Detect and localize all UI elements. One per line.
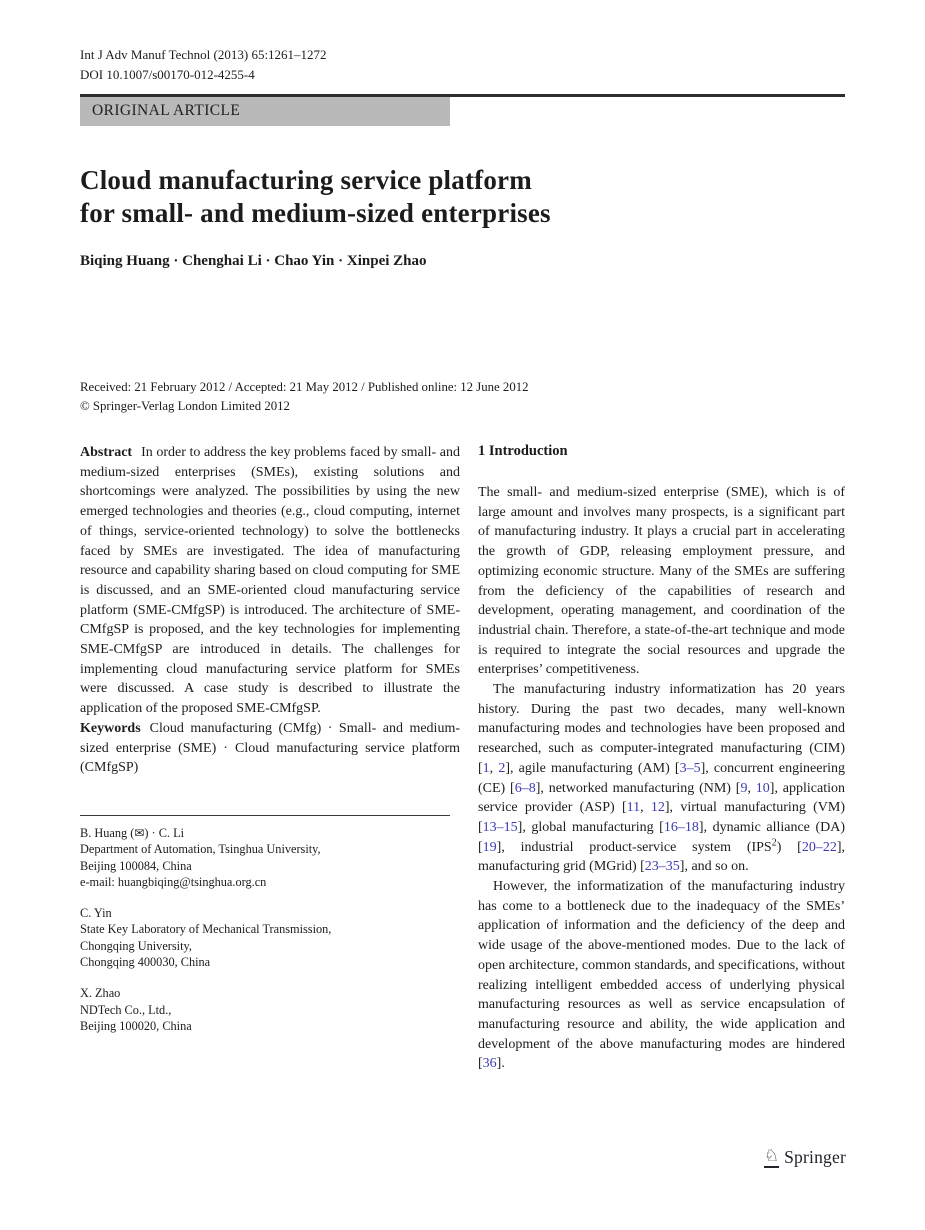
text-run: ,	[640, 800, 651, 816]
citation-ref[interactable]: 1	[482, 760, 490, 776]
correspondence-block	[80, 905, 460, 970]
text-run: The manufacturing industry informatization has 20 years history. During the past two decades, many well-known manufacturing modes and technologies have been proposed and researched, such as computer-integrated manufacturing (CIM) [	[478, 682, 845, 776]
article-type-badge: ORIGINAL ARTICLE	[80, 97, 450, 126]
citation-ref[interactable]: 9	[740, 780, 748, 796]
affiliation-line: State Key Laboratory of Mechanical Transmission,	[80, 922, 332, 937]
correspondence-note	[80, 815, 460, 1034]
affiliation-line: Beijing 100084, China	[80, 858, 192, 873]
citation-ref[interactable]: 3–5	[679, 760, 701, 776]
text-run: ], networked manufacturing (NM) [	[535, 780, 741, 796]
correspondence-block	[80, 825, 460, 890]
paper-title-line2: for small- and medium-sized enterprises	[80, 198, 551, 228]
citation-ref[interactable]: 12	[650, 800, 665, 816]
superscript: 2	[771, 837, 777, 848]
affiliation-line: Chongqing University,	[80, 938, 192, 953]
text-run: ], virtual manufacturing (VM) [	[478, 800, 845, 835]
introduction-paragraph-1: The small- and medium-sized enterprise (SME), which is of large amount and involves many prospects, is a significant part of manufacturing industry. It plays a crucial part in accelerating the growth of GDP, releasing employment pressure, and optimizing economic structure. Many of the SMEs are suffering from the deficiency of the capabilities of research and development, operating management, and coordination of the industrial chain. Therefore, a state-of-the-art technique and mode is required to integrate the social resources and upgrade the enterprises’ competitiveness.	[478, 485, 845, 678]
paper-title-line1: Cloud manufacturing service platform	[80, 165, 532, 195]
text-run: However, the informatization of the manufacturing industry has come to a bottleneck due to the inadequacy of the SMEs’ application of information and the deficiency of the deep and wide usage of the above-mentioned modes. Due to the lack of open architecture, common standards, and specifications, without realizing intelligent embedded access of underlying physical manufacturing resources as well as service encapsulation of manufacturing resource and ability, the wide application and development of the above manufacturing modes are hindered [	[478, 879, 845, 1072]
citation-ref[interactable]: 11	[626, 800, 641, 816]
introduction-paragraph-2	[478, 680, 845, 877]
citation-ref[interactable]: 2	[498, 760, 506, 776]
text-run: ], agile manufacturing (AM) [	[505, 760, 680, 776]
author-name-line: X. Zhao	[80, 986, 121, 1001]
abstract-paragraph	[80, 443, 460, 719]
citation-ref[interactable]: 23–35	[644, 859, 680, 875]
envelope-icon: ✉	[134, 825, 145, 840]
publication-meta	[80, 378, 845, 416]
doi-line: DOI 10.1007/s00170-012-4255-4	[80, 67, 255, 82]
keywords-text: Cloud manufacturing (CMfg) · Small- and medium-sized enterprise (SME) · Cloud manufacturing service platform (CMfgSP)	[80, 720, 460, 776]
springer-logo	[764, 1147, 846, 1168]
text-run: ], application service provider (ASP) [	[478, 780, 845, 816]
citation-ref[interactable]: 13–15	[482, 819, 518, 835]
text-run: B. Huang (	[80, 825, 135, 840]
text-run: ], and so on.	[679, 859, 749, 875]
text-run: ) · C. Li	[144, 825, 184, 840]
springer-wordmark: Springer	[784, 1147, 846, 1167]
section-heading-introduction: 1 Introduction	[478, 443, 568, 459]
keywords-label: Keywords	[80, 720, 141, 736]
paper-title	[80, 164, 845, 230]
citation-ref[interactable]: 20–22	[801, 839, 837, 855]
affiliation-line: NDTech Co., Ltd.,	[80, 1002, 172, 1017]
affiliation-line: Beijing 100020, China	[80, 1018, 192, 1033]
springer-knight-icon: ♘	[763, 1145, 780, 1166]
received-accepted-line: Received: 21 February 2012 / Accepted: 21 May 2012 / Published online: 12 June 2012	[80, 380, 529, 394]
text-run: ,	[747, 780, 756, 796]
author-name-line: C. Yin	[80, 906, 112, 921]
affiliation-line: Department of Automation, Tsinghua University,	[80, 842, 321, 857]
text-run: ], global manufacturing [	[517, 819, 664, 835]
abstract-text: In order to address the key problems faced by small- and medium-sized enterprises (SMEs), existing solutions and shortcomings were analyzed. The possibilities by using the new emerged technologies and theories (e.g., cloud computing, internet of things, service-oriented technology) to solve the bottlenecks faced by SMEs are investigated. The idea of manufacturing resource and capability sharing based on cloud computing for SME is discussed, and an SME-oriented cloud manufacturing service platform (SME-CMfgSP) is introduced. The architecture of SME-CMfgSP is proposed, and the key technologies for implementing SME-CMfgSP are introduced in details. The challenges for implementing cloud manufacturing service platform for SMEs were discussed. A case study is described to illustrate the application of the proposed SME-CMfgSP.	[80, 445, 460, 717]
citation-ref[interactable]: 36	[482, 1056, 497, 1072]
introduction-paragraph-3	[478, 877, 845, 1074]
right-column	[478, 443, 845, 1074]
footnote-rule	[80, 815, 450, 816]
citation-ref[interactable]: 6–8	[514, 780, 536, 796]
abstract-label: Abstract	[80, 445, 133, 460]
keywords-paragraph	[80, 719, 460, 778]
correspondence-block	[80, 985, 460, 1034]
text-run: ], concurrent engineering (CE) [	[478, 760, 845, 796]
text-run: ) [	[776, 839, 802, 855]
journal-citation-line: Int J Adv Manuf Technol (2013) 65:1261–1272	[80, 47, 327, 62]
copyright-line: © Springer-Verlag London Limited 2012	[80, 399, 290, 413]
two-column-body	[80, 443, 845, 1074]
text-run: ], manufacturing grid (MGrid) [	[478, 839, 845, 875]
citation-ref[interactable]: 19	[482, 839, 497, 855]
left-column	[80, 443, 460, 1074]
authors-line: Biqing Huang · Chenghai Li · Chao Yin · Xinpei Zhao	[80, 253, 427, 269]
text-run: ,	[489, 760, 499, 776]
email-line: e-mail: huangbiqing@tsinghua.org.cn	[80, 874, 267, 889]
citation-ref[interactable]: 10	[755, 780, 770, 796]
affiliation-line: Chongqing 400030, China	[80, 955, 211, 970]
correspondence-authors-line	[80, 825, 460, 841]
text-run: ], dynamic alliance (DA) [	[478, 819, 845, 855]
text-run: ].	[496, 1056, 505, 1072]
citation-ref[interactable]: 16–18	[663, 819, 699, 835]
text-run: ], industrial product-service system (IPS	[496, 839, 772, 855]
